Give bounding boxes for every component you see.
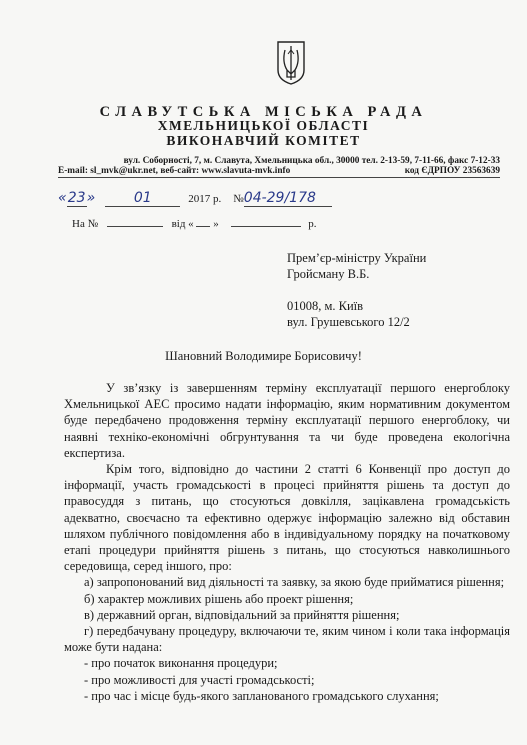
address-line: вул. Соборності, 7, м. Славута, Хмельницька обл., 30000 тел. 2-13-59, 7-11-66, факс 7-12-33 <box>123 156 500 166</box>
salutation: Шановний Володимире Борисовичу! <box>165 349 362 363</box>
from-label: від « <box>171 218 194 230</box>
number-prefix: № <box>233 193 244 205</box>
committee-name: ВИКОНАВЧИЙ КОМІТЕТ <box>166 133 361 148</box>
from-day-blank <box>196 226 210 227</box>
from-close-quote: » <box>213 218 219 230</box>
coat-of-arms-icon <box>276 40 306 86</box>
date-open-quote: « <box>58 190 67 206</box>
paragraph-2: Крім того, відповідно до частини 2 статті 6 Конвенції про доступ до інформації, участь громадськості в процесі прийняття рішень та доступ до правосуддя з питань, що стосуються довкілля, зацікавлена громадськість адекватно, своєчасно та ефективно одержує інформацію залежно від обставин шляхом публічного повідомлення або в індивідуальному порядку на початковому етапі процедури прийняття рішень з питань, що стосуються навколишнього середовища, серед іншого, про: <box>64 462 510 574</box>
recipient-title: Прем’єр-міністру України <box>287 251 427 265</box>
date-day: 23 <box>67 190 86 206</box>
date-year: 2017 р. <box>188 193 222 205</box>
list-item-b: б) характер можливих рішень або проект рішення; <box>84 591 354 606</box>
email-website: E-mail: sl_mvk@ukr.net, веб-сайт: www.slavuta-mvk.info <box>58 166 291 176</box>
council-name: СЛАВУТСЬКА МІСЬКА РАДА <box>99 104 428 120</box>
recipient-city: 01008, м. Київ <box>287 299 364 313</box>
list-item-d: г) передбачувану процедуру, включаючи те, яким чином і коли така інформація може бути надана: <box>64 624 510 655</box>
recipient-street: вул. Грушевського 12/2 <box>287 315 410 329</box>
from-month-blank <box>231 226 301 227</box>
header-divider <box>58 177 500 178</box>
sub-item-2: - про можливості для участі громадськості; <box>84 672 315 687</box>
date-close-quote: » <box>86 190 96 206</box>
recipient-block <box>287 250 426 330</box>
list-item-a: а) запропонований вид діяльності та заявку, за якою буде прийматися рішення; <box>84 575 505 590</box>
from-year-suffix: р. <box>308 218 317 230</box>
paragraph-1: У зв’язку із завершенням терміну експлуатації першого енергоблоку Хмельницької АЕС просимо надати інформацію, яким нормативним документом буде передбачено продовження терміну експлуатації першого енергоблоку, чи наявні техніко-економічні обгрунтування та чи буде проведена екологічна експертиза. <box>64 381 510 460</box>
reply-to-row <box>72 218 316 230</box>
sub-item-1: - про початок виконання процедури; <box>84 656 278 671</box>
recipient-name: Гройсману В.Б. <box>287 267 370 281</box>
contacts-line <box>58 166 500 176</box>
sub-item-3: - про час і місце будь-якого запланованого громадського слухання; <box>84 688 439 703</box>
letter-body <box>64 380 510 704</box>
reply-to-label: На № <box>72 218 99 230</box>
edrpou-code: код ЄДРПОУ 23563639 <box>404 166 500 176</box>
registration-date-row <box>58 189 332 207</box>
list-item-c: в) державний орган, відповідальний за прийняття рішення; <box>84 607 400 622</box>
outgoing-number: 04-29/178 <box>244 190 332 207</box>
date-month: 01 <box>105 190 180 207</box>
region-name: ХМЕЛЬНИЦЬКОЇ ОБЛАСТІ <box>157 118 370 133</box>
reply-number-blank <box>107 226 163 227</box>
